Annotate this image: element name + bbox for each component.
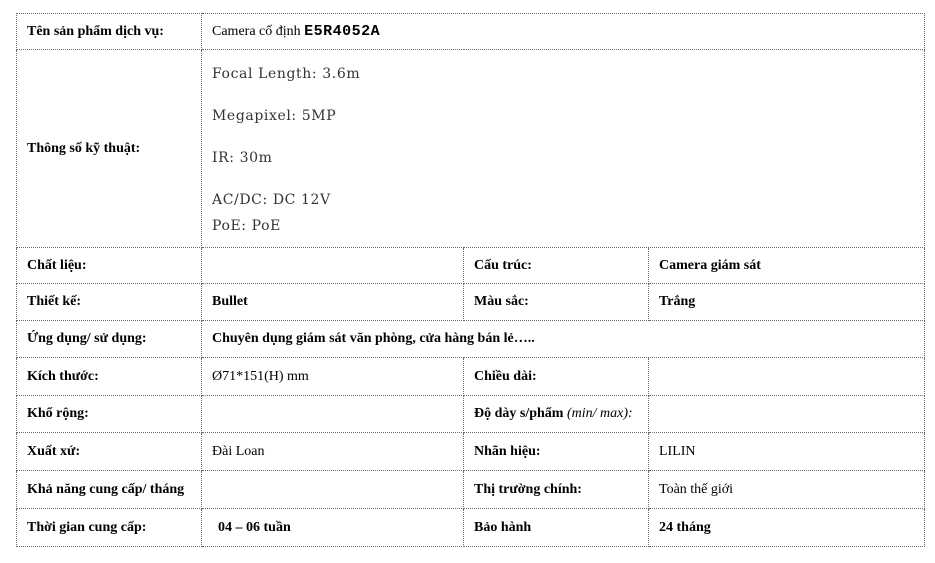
structure-value: Camera giám sát [649,248,925,284]
length-label: Chiều dài: [464,358,649,396]
capacity-label: Khả năng cung cấp/ tháng [17,471,202,509]
row-material [17,248,925,284]
market-value: Toàn thế giới [649,471,925,509]
lead-time-label: Thời gian cung cấp: [17,509,202,547]
design-value: Bullet [202,284,464,321]
row-product-name [17,14,925,50]
product-name-label: Tên sản phẩm dịch vụ: [17,14,202,50]
row-origin [17,433,925,471]
origin-label: Xuất xứ: [17,433,202,471]
spec-megapixel: Megapixel: 5MP [212,107,337,124]
row-lead-time [17,509,925,547]
warranty-value: 24 tháng [649,509,925,547]
material-label: Chất liệu: [17,248,202,284]
specs-label: Thông số kỹ thuật: [17,50,202,248]
row-capacity [17,471,925,509]
row-size [17,358,925,396]
warranty-label: Bảo hành [464,509,649,547]
row-specs [17,50,925,248]
row-application [17,321,925,358]
spec-focal-length: Focal Length: 3.6m [212,65,361,82]
capacity-value [202,471,464,509]
spec-power: AC/DC: DC 12V [212,191,331,208]
thickness-label-text: Độ dày s/phẩm [474,406,564,421]
spec-ir: IR: 30m [212,149,273,166]
application-label: Ứng dụng/ sử dụng: [17,321,202,358]
thickness-label-note: (min/ max): [566,406,633,421]
thickness-label [464,396,649,433]
lead-time-value: 04 – 06 tuần [202,509,464,547]
origin-value: Đài Loan [202,433,464,471]
width-value [202,396,464,433]
design-label: Thiết kế: [17,284,202,321]
spec-poe: PoE: PoE [212,217,281,234]
product-name-value [202,14,925,50]
color-label: Màu sắc: [464,284,649,321]
market-label: Thị trường chính: [464,471,649,509]
application-value: Chuyên dụng giám sát văn phòng, cửa hàng bán lẻ….. [202,321,925,358]
width-label: Khổ rộng: [17,396,202,433]
brand-label: Nhãn hiệu: [464,433,649,471]
specs-value [202,50,925,248]
structure-label: Cấu trúc: [464,248,649,284]
size-label: Kích thước: [17,358,202,396]
size-value: Ø71*151(H) mm [202,358,464,396]
product-spec-table [16,13,925,547]
product-type: Camera cố định [212,23,301,39]
row-design [17,284,925,321]
length-value [649,358,925,396]
row-width [17,396,925,433]
material-value [202,248,464,284]
color-value: Trắng [649,284,925,321]
brand-value: LILIN [649,433,925,471]
product-model: E5R4052A [304,22,381,40]
thickness-value [649,396,925,433]
